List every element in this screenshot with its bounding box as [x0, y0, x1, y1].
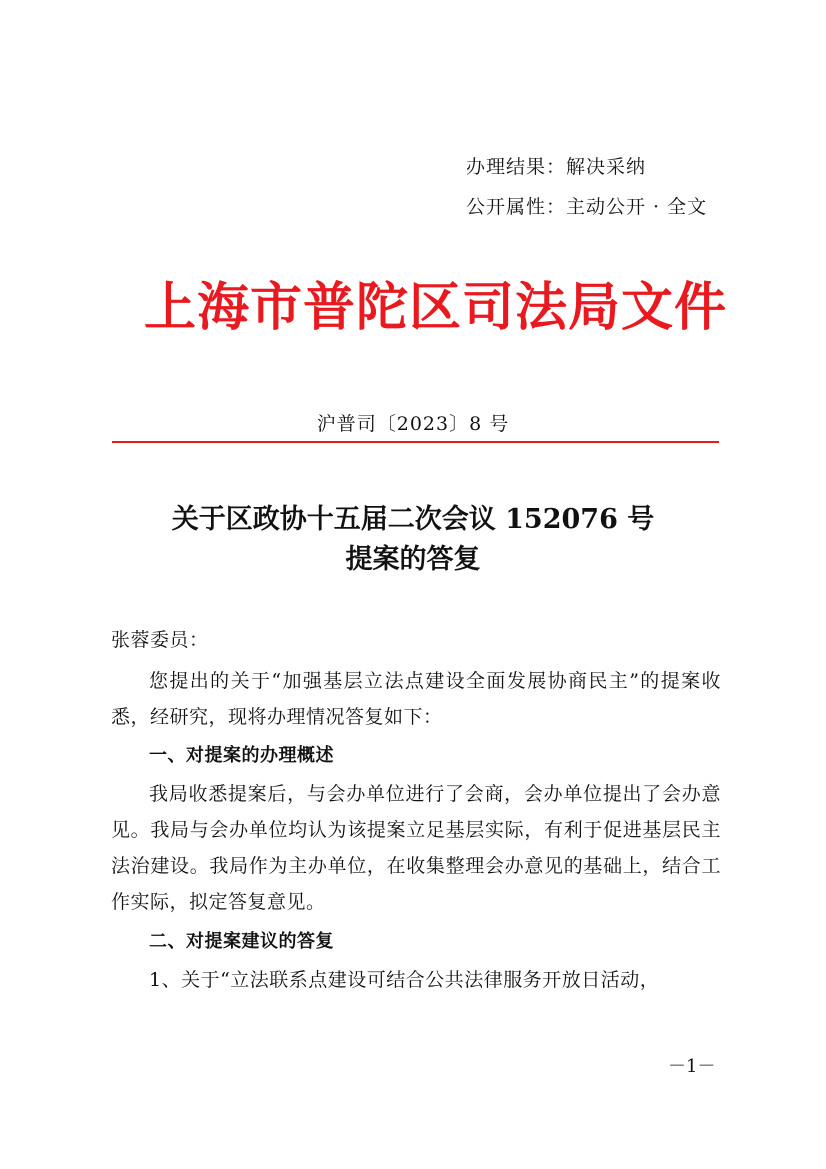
disclosure-attribute: 公开属性：主动公开 · 全文: [466, 196, 708, 218]
document-masthead: 上海市普陀区司法局文件: [144, 277, 728, 338]
section-heading-2: 二、对提案建议的答复: [149, 931, 334, 952]
salutation: 张蓉委员：: [111, 629, 209, 651]
handling-result: 办理结果：解决采纳: [466, 156, 647, 178]
document-number: 沪普司〔2023〕8 号: [316, 413, 510, 435]
document-title: [0, 500, 826, 580]
reply-paragraph: 1、关于“立法联系点建设可结合公共法律服务开放日活动，: [149, 969, 660, 991]
section-heading-1: 一、对提案的办理概述: [149, 745, 334, 766]
intro-paragraph: 您提出的关于“加强基层立法点建设全面发展协商民主”的提案收悉，经研究，现将办理情况答复如下：: [111, 670, 721, 728]
page-number: －1－: [668, 1056, 716, 1077]
title-line-1: 关于区政协十五届二次会议 152076 号: [171, 504, 655, 535]
title-line-2: 提案的答复: [345, 544, 481, 575]
overview-paragraph: 我局收悉提案后，与会办单位进行了会商，会办单位提出了会办意见。我局与会办单位均认为该提案立足基层实际，有利于促进基层民主法治建设。我局作为主办单位，在收集整理会办意见的基础上，结合工作实际，拟定答复意见。: [111, 783, 721, 913]
red-divider-line: [112, 441, 719, 443]
